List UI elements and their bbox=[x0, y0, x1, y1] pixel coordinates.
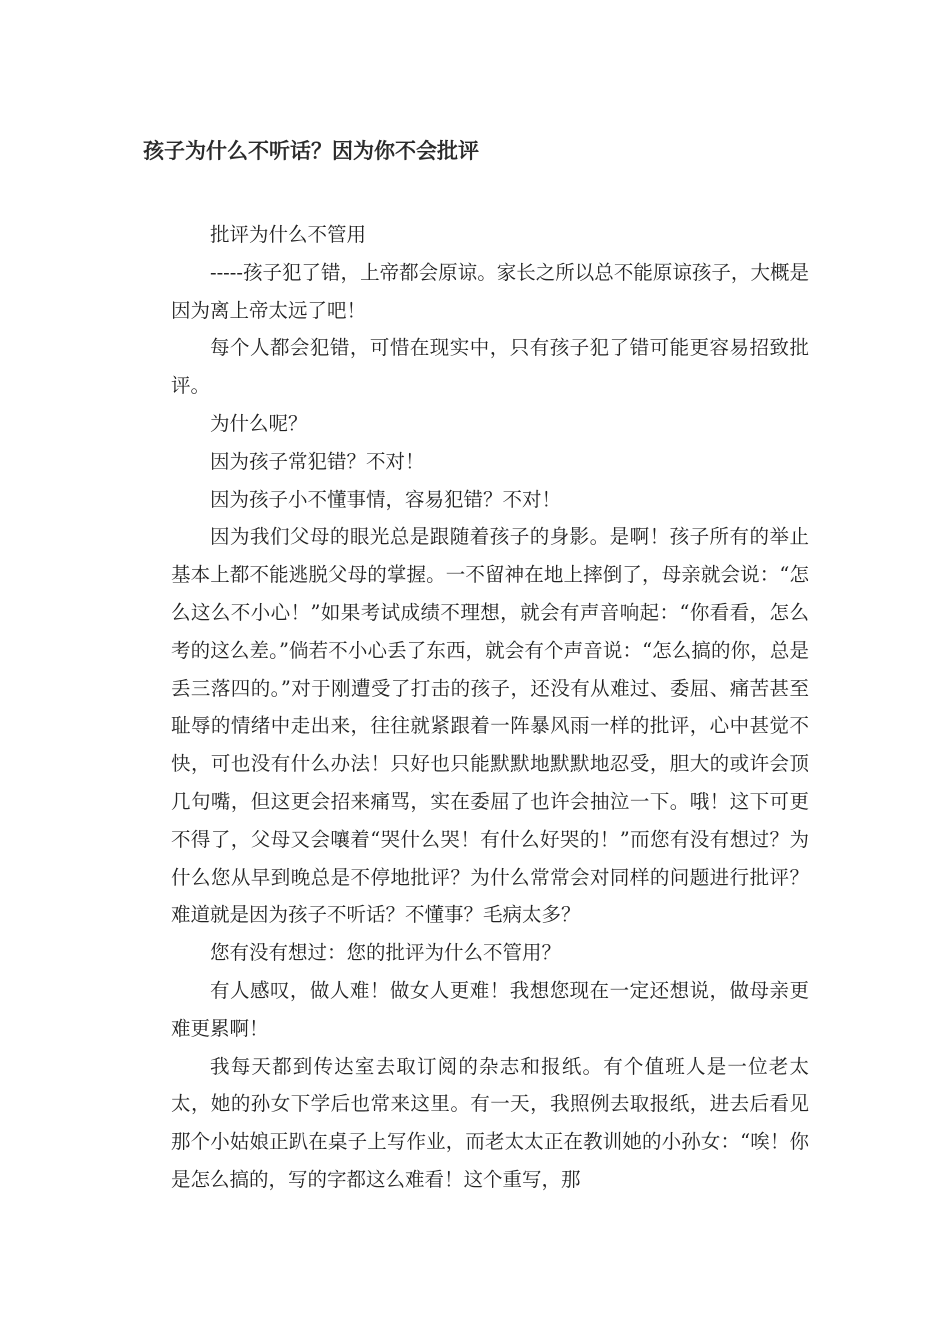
document-body bbox=[171, 216, 809, 1199]
paragraph: 为什么呢？ bbox=[210, 411, 308, 435]
paragraph: 每个人都会犯错，可惜在现实中，只有孩子犯了错可能更容易招致批评。 bbox=[171, 336, 809, 398]
paragraph-subheading: 批评为什么不管用 bbox=[210, 223, 367, 246]
paragraph: 有人感叹，做人难！做女人更难！我想您现在一定还想说，做母亲更难更累啊！ bbox=[171, 978, 809, 1040]
paragraph: -----孩子犯了错，上帝都会原谅。家长之所以总不能原谅孩子，大概是因为离上帝太远了吧！ bbox=[171, 260, 809, 322]
document-title: 孩子为什么不听话？因为你不会批评 bbox=[143, 139, 479, 163]
paragraph: 因为孩子常犯错？不对！ bbox=[210, 449, 425, 473]
paragraph: 因为我们父母的眼光总是跟随着孩子的身影。是啊！孩子所有的举止基本上都不能逃脱父母的掌握。一不留神在地上摔倒了，母亲就会说：“怎么这么不小心！”如果考试成绩不理想，就会有声音响起：“你看看，怎么考的这么差。”倘若不小心丢了东西，就会有个声音说：“怎么搞的你，总是丢三落四的。”对于刚遭受了打击的孩子，还没有从难过、委屈、痛苦甚至耻辱的情绪中走出来，往往就紧跟着一阵暴风雨一样的批评，心中甚觉不快，可也没有什么办法！只好也只能默默地默默地忍受，胆大的或许会顶几句嘴，但这更会招来痛骂，实在委屈了也许会抽泣一下。哦！这下可更不得了，父母又会嚷着“哭什么哭！有什么好哭的！”而您有没有想过？为什么您从早到晚总是不停地批评？为什么常常会对同样的问题进行批评？难道就是因为孩子不听话？不懂事？毛病太多？ bbox=[171, 525, 809, 927]
paragraph: 您有没有想过：您的批评为什么不管用？ bbox=[210, 941, 562, 965]
paragraph: 因为孩子小不懂事情，容易犯错？不对！ bbox=[210, 487, 562, 511]
paragraph: 我每天都到传达室去取订阅的杂志和报纸。有个值班人是一位老太太，她的孙女下学后也常来这里。有一天，我照例去取报纸，进去后看见那个小姑娘正趴在桌子上写作业，而老太太正在教训她的小孙女：“唉！你是怎么搞的，写的字都这么难看！这个重写，那 bbox=[171, 1054, 809, 1191]
